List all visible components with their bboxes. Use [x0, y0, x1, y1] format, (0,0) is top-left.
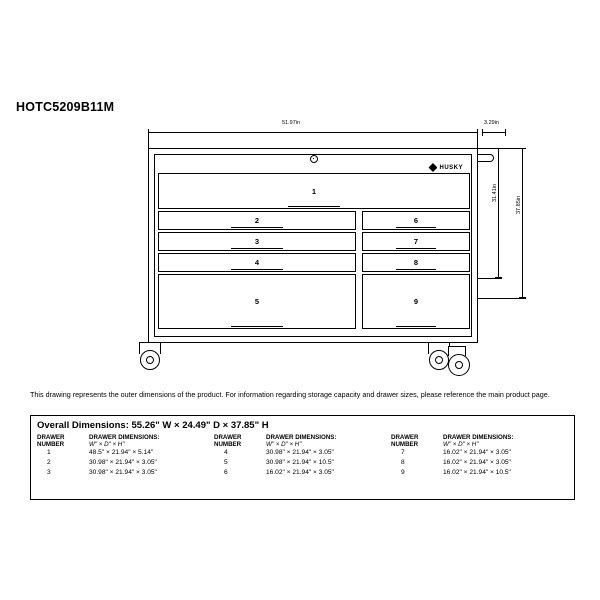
height-extension-mid — [478, 278, 502, 279]
table-header — [391, 434, 568, 448]
caster-hub — [146, 356, 154, 364]
drawer-number: 7 — [413, 237, 419, 246]
header-number: NUMBER — [37, 441, 65, 449]
drawer-number: 9 — [413, 297, 419, 306]
header-number: NUMBER — [214, 441, 242, 449]
drawer-number: 2 — [254, 216, 260, 225]
header-drawer: DRAWER — [214, 434, 242, 441]
table-row — [214, 468, 391, 478]
drawer-2[interactable] — [158, 211, 356, 230]
table-row — [391, 468, 568, 478]
table-row — [391, 458, 568, 468]
row-number: 7 — [401, 449, 405, 457]
table-column-2 — [214, 434, 391, 478]
husky-mark-icon — [428, 163, 437, 172]
table-row — [391, 448, 568, 458]
caster-hub — [455, 361, 463, 369]
drawer-9[interactable] — [362, 274, 470, 329]
row-dimensions: 16.02" × 21.94" × 3.05" — [443, 459, 511, 467]
drawer-number: 6 — [413, 216, 419, 225]
row-dimensions: 30.98" × 21.94" × 3.05" — [89, 459, 157, 467]
page-title: HOTC5209B11M — [16, 100, 115, 114]
header-dimensions: DRAWER DIMENSIONS: — [89, 434, 160, 441]
row-number: 6 — [224, 469, 228, 477]
row-number: 4 — [224, 449, 228, 457]
drawer-number: 5 — [254, 297, 260, 306]
overall-dimensions: Overall Dimensions: 55.26" W × 24.49" D × 37.85" H — [37, 420, 269, 431]
header-dimensions-sub: W" × D" × H" — [443, 441, 479, 449]
header-dimensions-sub: W" × D" × H" — [89, 441, 125, 449]
drawer-pull — [288, 206, 340, 207]
row-dimensions: 16.02" × 21.94" × 3.05" — [266, 469, 334, 477]
row-dimensions: 16.02" × 21.94" × 10.5" — [443, 469, 511, 477]
drawer-8[interactable] — [362, 253, 470, 272]
side-handle — [478, 154, 494, 162]
drawer-pull — [396, 227, 436, 228]
outer-height-label: 37.85in — [516, 195, 522, 214]
drawer-pull — [396, 326, 436, 327]
drawer-number: 3 — [254, 237, 260, 246]
height-extension-bottom — [478, 298, 526, 299]
width-dimension-label: 51.97in — [282, 120, 301, 126]
header-dimensions: DRAWER DIMENSIONS: — [266, 434, 337, 441]
caster-hub — [435, 356, 443, 364]
table-column-1 — [37, 434, 214, 478]
brand-logo — [428, 163, 463, 172]
row-dimensions: 48.5" × 21.94" × 5.14" — [89, 449, 154, 457]
drawer-pull — [231, 326, 283, 327]
depth-dimension-line — [482, 132, 506, 133]
table-column-3 — [391, 434, 568, 478]
table-row — [37, 448, 214, 458]
drawer-7[interactable] — [362, 232, 470, 251]
table-header — [37, 434, 214, 448]
drawer-number: 4 — [254, 258, 260, 267]
drawer-1[interactable] — [158, 173, 470, 209]
drawer-pull — [396, 248, 436, 249]
header-drawer: DRAWER — [391, 434, 419, 441]
row-number: 1 — [47, 449, 51, 457]
inner-height-dimension-line — [498, 148, 499, 278]
row-dimensions: 30.98" × 21.94" × 10.5" — [266, 459, 334, 467]
row-dimensions: 16.02" × 21.94" × 3.05" — [443, 449, 511, 457]
drawing-note: This drawing represents the outer dimensions of the product. For information regarding storage capacity and drawer sizes, please reference the main product page. — [30, 390, 550, 399]
table-row — [214, 458, 391, 468]
row-dimensions: 30.98" × 21.94" × 3.05" — [266, 449, 334, 457]
brand-name: HUSKY — [439, 164, 463, 171]
width-dimension-line — [148, 132, 478, 133]
row-number: 3 — [47, 469, 51, 477]
drawer-pull — [396, 269, 436, 270]
row-number: 5 — [224, 459, 228, 467]
drawer-number: 8 — [413, 258, 419, 267]
row-number: 2 — [47, 459, 51, 467]
outer-height-dimension-line — [522, 148, 523, 298]
drawer-4[interactable] — [158, 253, 356, 272]
lock-icon — [310, 155, 318, 163]
header-number: NUMBER — [391, 441, 419, 449]
row-number: 8 — [401, 459, 405, 467]
table-row — [37, 468, 214, 478]
table-row — [37, 458, 214, 468]
table-header — [214, 434, 391, 448]
drawer-number: 1 — [311, 186, 317, 196]
cabinet-body — [148, 148, 478, 343]
drawer-pull — [231, 248, 283, 249]
drawer-3[interactable] — [158, 232, 356, 251]
drawer-pull — [231, 227, 283, 228]
drawer-5[interactable] — [158, 274, 356, 329]
row-number: 9 — [401, 469, 405, 477]
drawer-pull — [231, 269, 283, 270]
inner-height-label: 31.41in — [492, 183, 498, 202]
depth-dimension-label: 3.29in — [484, 120, 499, 126]
header-drawer: DRAWER — [37, 434, 65, 441]
row-dimensions: 30.98" × 21.94" × 3.05" — [89, 469, 157, 477]
header-dimensions-sub: W" × D" × H" — [266, 441, 302, 449]
dimensions-table — [30, 415, 575, 500]
header-dimensions: DRAWER DIMENSIONS: — [443, 434, 514, 441]
drawer-6[interactable] — [362, 211, 470, 230]
table-row — [214, 448, 391, 458]
cabinet-drawing — [0, 118, 600, 388]
